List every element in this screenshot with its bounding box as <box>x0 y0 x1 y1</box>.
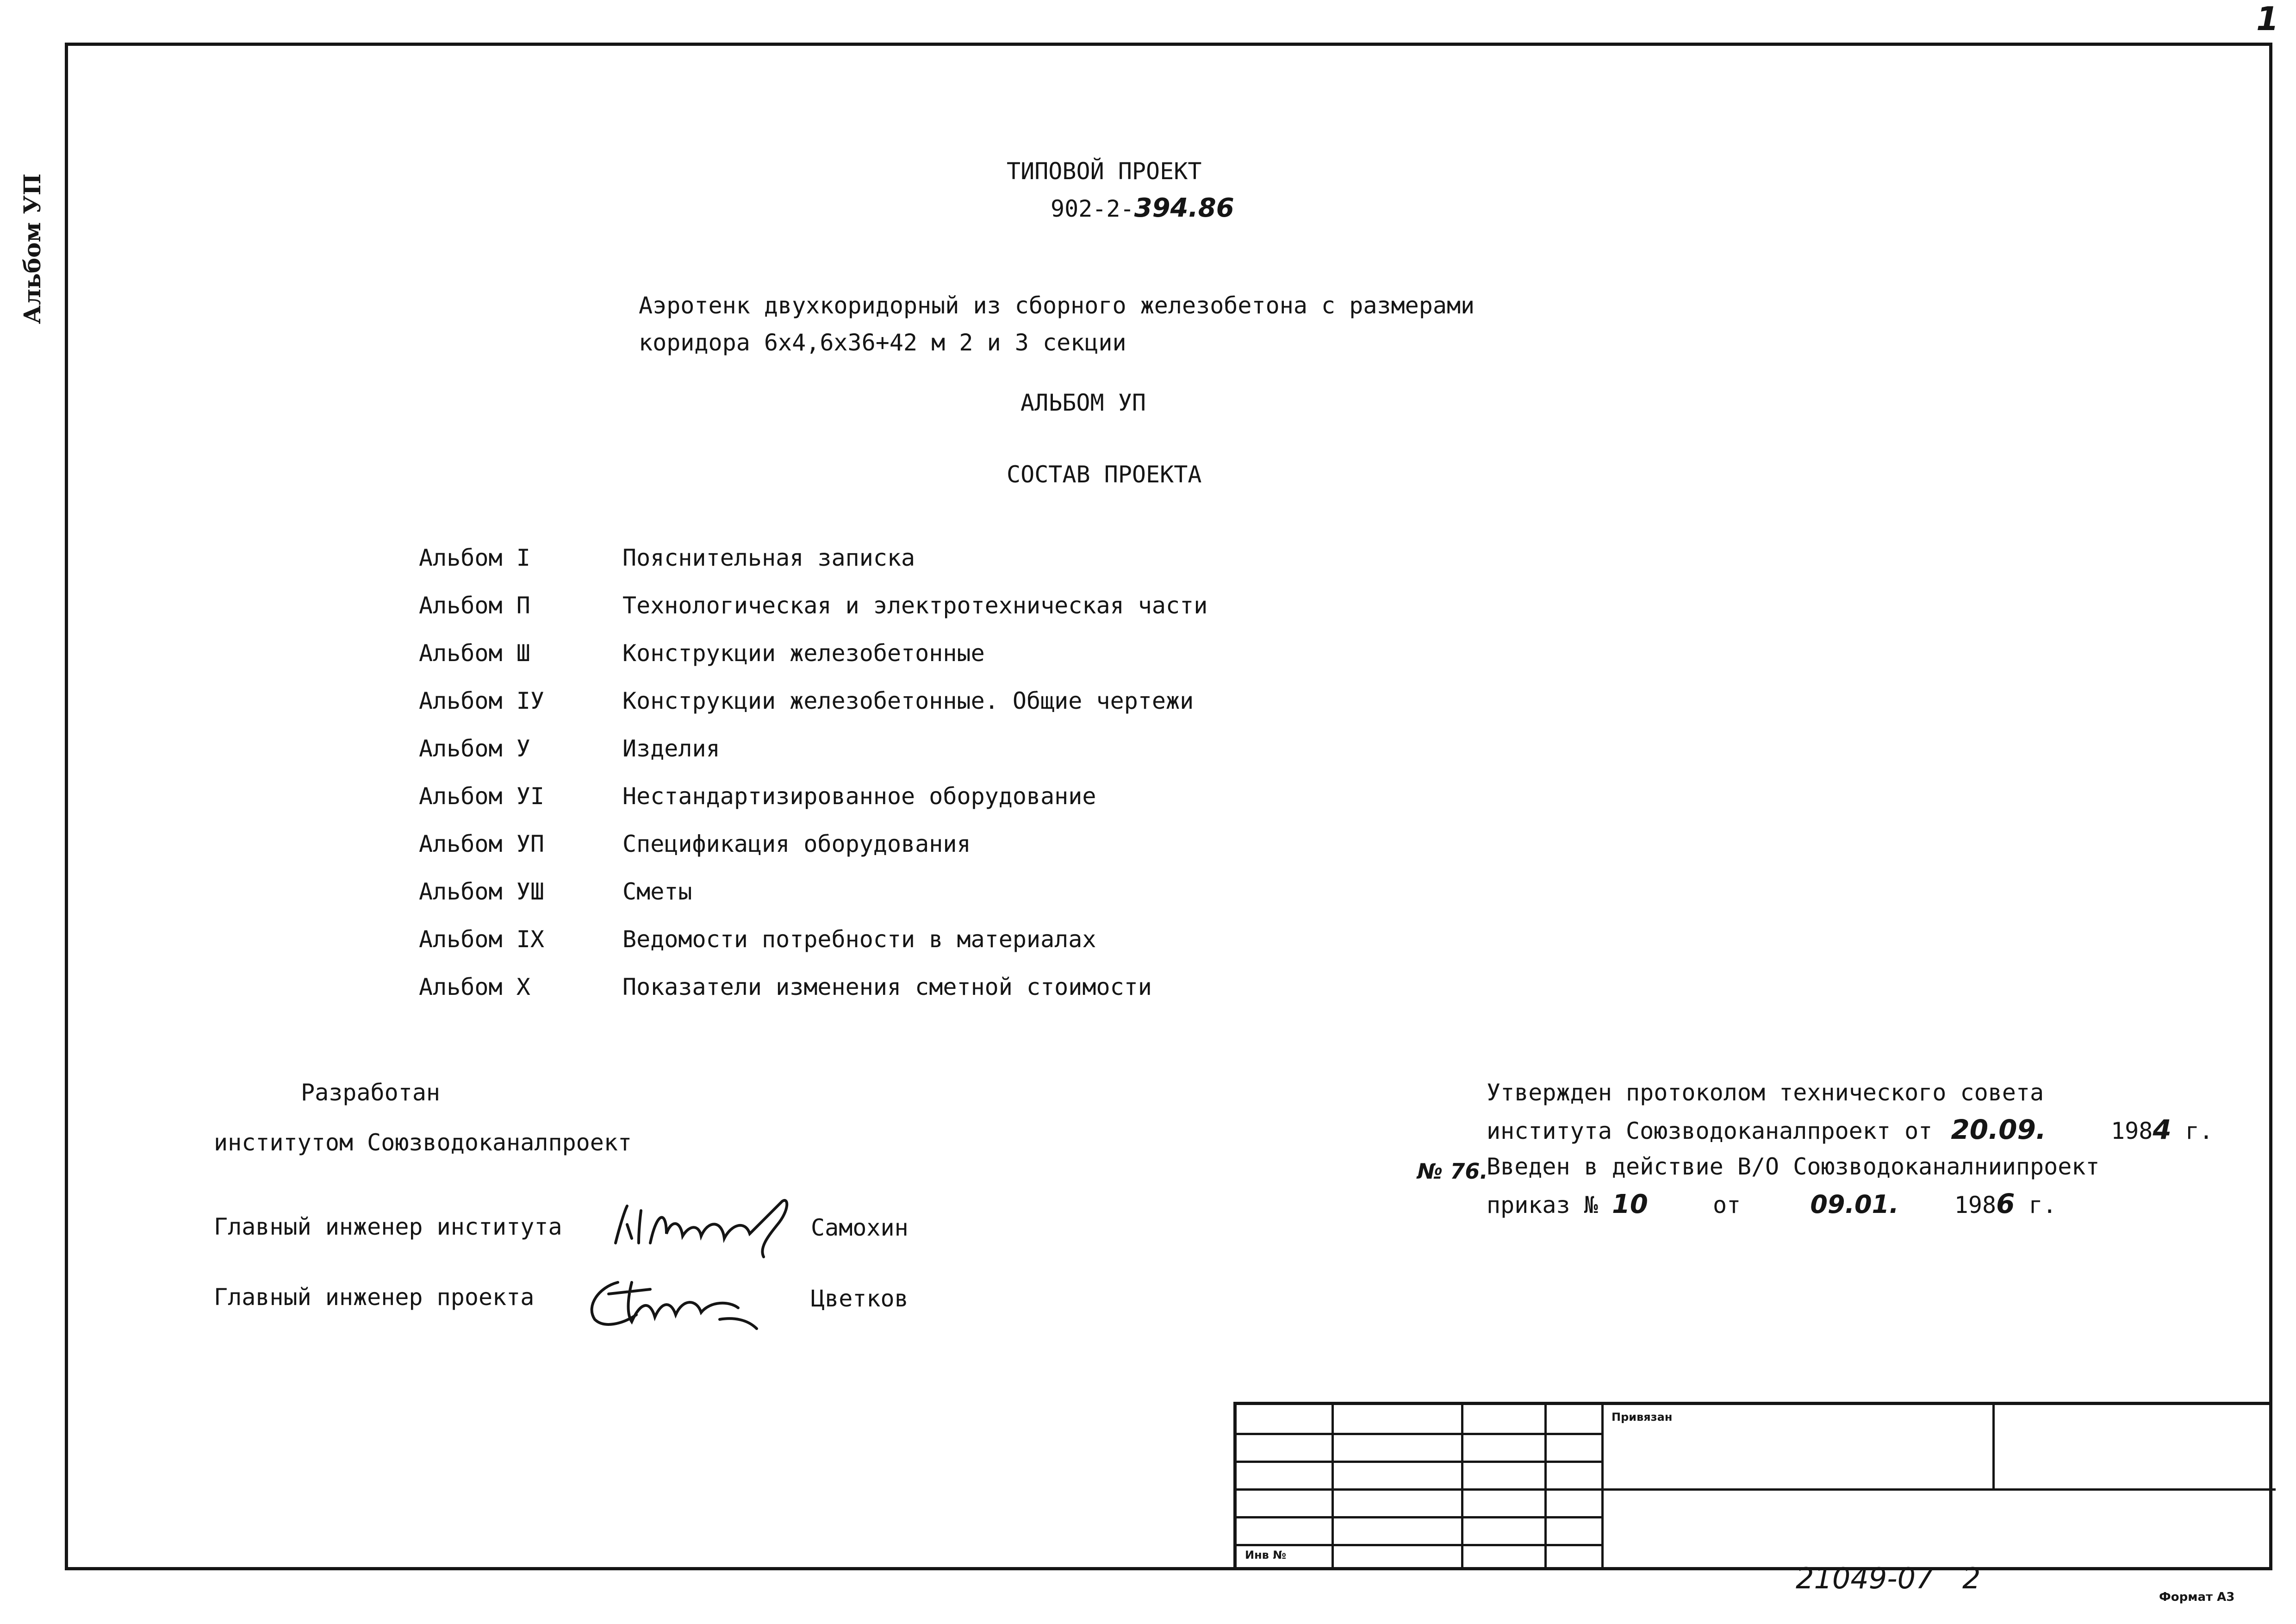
order-from-label: от <box>1712 1192 1741 1218</box>
list-item <box>419 830 1807 867</box>
composition-heading: СОСТАВ ПРОЕКТА <box>1007 461 1202 488</box>
album-name: Альбом УI <box>419 783 544 810</box>
stamp-rule <box>1237 1544 1602 1546</box>
album-description: Технологическая и электротехническая части <box>622 592 1208 619</box>
approval-margin-note: № 76. <box>1417 1159 1488 1184</box>
chief-engineer-project-name: Цветков <box>811 1285 908 1312</box>
album-name: Альбом У <box>419 735 530 762</box>
approval-year-prefix: 198 <box>2111 1118 2153 1144</box>
stamp-rule <box>1237 1488 1602 1491</box>
chief-engineer-institute-name: Самохин <box>811 1214 908 1241</box>
album-description: Конструкции железобетонные. Общие чертежи <box>622 687 1194 714</box>
signature-samokhin <box>606 1192 801 1262</box>
album-description: Спецификация оборудования <box>622 831 971 857</box>
corner-sheet-mark: 1 <box>2256 0 2279 38</box>
album-name: Альбом П <box>419 592 530 619</box>
order-year <box>1954 1188 2057 1219</box>
album-description: Изделия <box>622 735 720 762</box>
stamp-privyazan-label: Привязан <box>1612 1411 1673 1424</box>
list-item <box>419 687 1807 724</box>
signature-tsvetkov <box>581 1268 766 1338</box>
stamp-rule <box>1237 1433 1602 1435</box>
album-description: Конструкции железобетонные <box>622 640 985 667</box>
album-description: Ведомости потребности в материалах <box>622 926 1096 953</box>
stamp-divider <box>1992 1405 1995 1488</box>
side-album-label: Альбом УП <box>19 173 46 324</box>
chief-engineer-project-label: Главный инженер проекта <box>214 1284 535 1311</box>
approval-year-suffix: г. <box>2185 1118 2213 1144</box>
album-name: Альбом X <box>419 974 530 1000</box>
album-name: Альбом УШ <box>419 878 544 905</box>
list-item <box>419 925 1807 962</box>
list-item <box>419 639 1807 676</box>
approval-year-digit: 4 <box>2153 1114 2172 1145</box>
order-year-prefix: 198 <box>1954 1192 1997 1218</box>
list-item <box>419 735 1807 772</box>
list-item <box>419 782 1807 819</box>
sheet-number: 2 <box>1962 1562 1981 1595</box>
album-name: Альбом I <box>419 544 530 571</box>
album-name: Альбом IX <box>419 926 544 953</box>
album-name: Альбом Ш <box>419 640 530 667</box>
album-description: Пояснительная записка <box>622 544 915 571</box>
album-name: Альбом IУ <box>419 687 544 714</box>
developed-label: Разработан <box>301 1079 441 1106</box>
order-label: приказ № <box>1487 1192 1598 1218</box>
stamp-inv-no-label: Инв № <box>1245 1549 1287 1562</box>
title-block-stamp <box>1233 1402 2272 1570</box>
approval-line1: Утвержден протоколом технического совета <box>1487 1079 2044 1106</box>
order-date: 09.01. <box>1810 1190 1899 1219</box>
approval-line2-text: института Союзводоканалпроект от <box>1487 1118 1933 1144</box>
project-number-prefix: 902-2- <box>1051 195 1134 222</box>
stamp-rule <box>1237 1516 1602 1518</box>
album-description: Показатели изменения сметной стоимости <box>622 974 1152 1000</box>
approval-line2 <box>1487 1116 2213 1145</box>
chief-engineer-institute-label: Главный инженер института <box>214 1213 562 1240</box>
album-description: Нестандартизированное оборудование <box>622 783 1096 810</box>
project-number <box>1051 194 1234 223</box>
order-year-digit: 6 <box>1996 1188 2015 1219</box>
album-heading: АЛЬБОМ УП <box>1020 389 1146 416</box>
album-description: Сметы <box>622 878 692 905</box>
approval-year <box>2111 1114 2213 1145</box>
document-number: 21049-07 <box>1796 1562 1934 1595</box>
project-number-handwritten: 394.86 <box>1134 193 1234 223</box>
project-title: ТИПОВОЙ ПРОЕКТ <box>1007 158 1202 185</box>
approval-date: 20.09. <box>1951 1114 2046 1145</box>
approval-line3: Введен в действие В/О Союзводоканалниипроект <box>1487 1153 2100 1180</box>
list-item <box>419 878 1807 915</box>
stamp-rule <box>1237 1461 1602 1463</box>
approval-line4 <box>1487 1190 2057 1219</box>
list-item <box>419 973 1807 1010</box>
album-name: Альбом УП <box>419 831 544 857</box>
order-year-suffix: г. <box>2028 1192 2057 1218</box>
order-number: 10 <box>1612 1189 1648 1219</box>
list-item <box>419 544 1807 581</box>
project-subtitle-line2: коридора 6х4,6х36+42 м 2 и 3 секции <box>639 329 1126 356</box>
project-subtitle-line1: Аэротенк двухкоридорный из сборного железобетона с размерами <box>639 292 1475 319</box>
list-item <box>419 592 1807 629</box>
developed-org: институтом Союзводоканалпроект <box>214 1129 632 1156</box>
stamp-rule <box>1601 1488 2276 1491</box>
paper-format: Формат А3 <box>2159 1590 2235 1604</box>
